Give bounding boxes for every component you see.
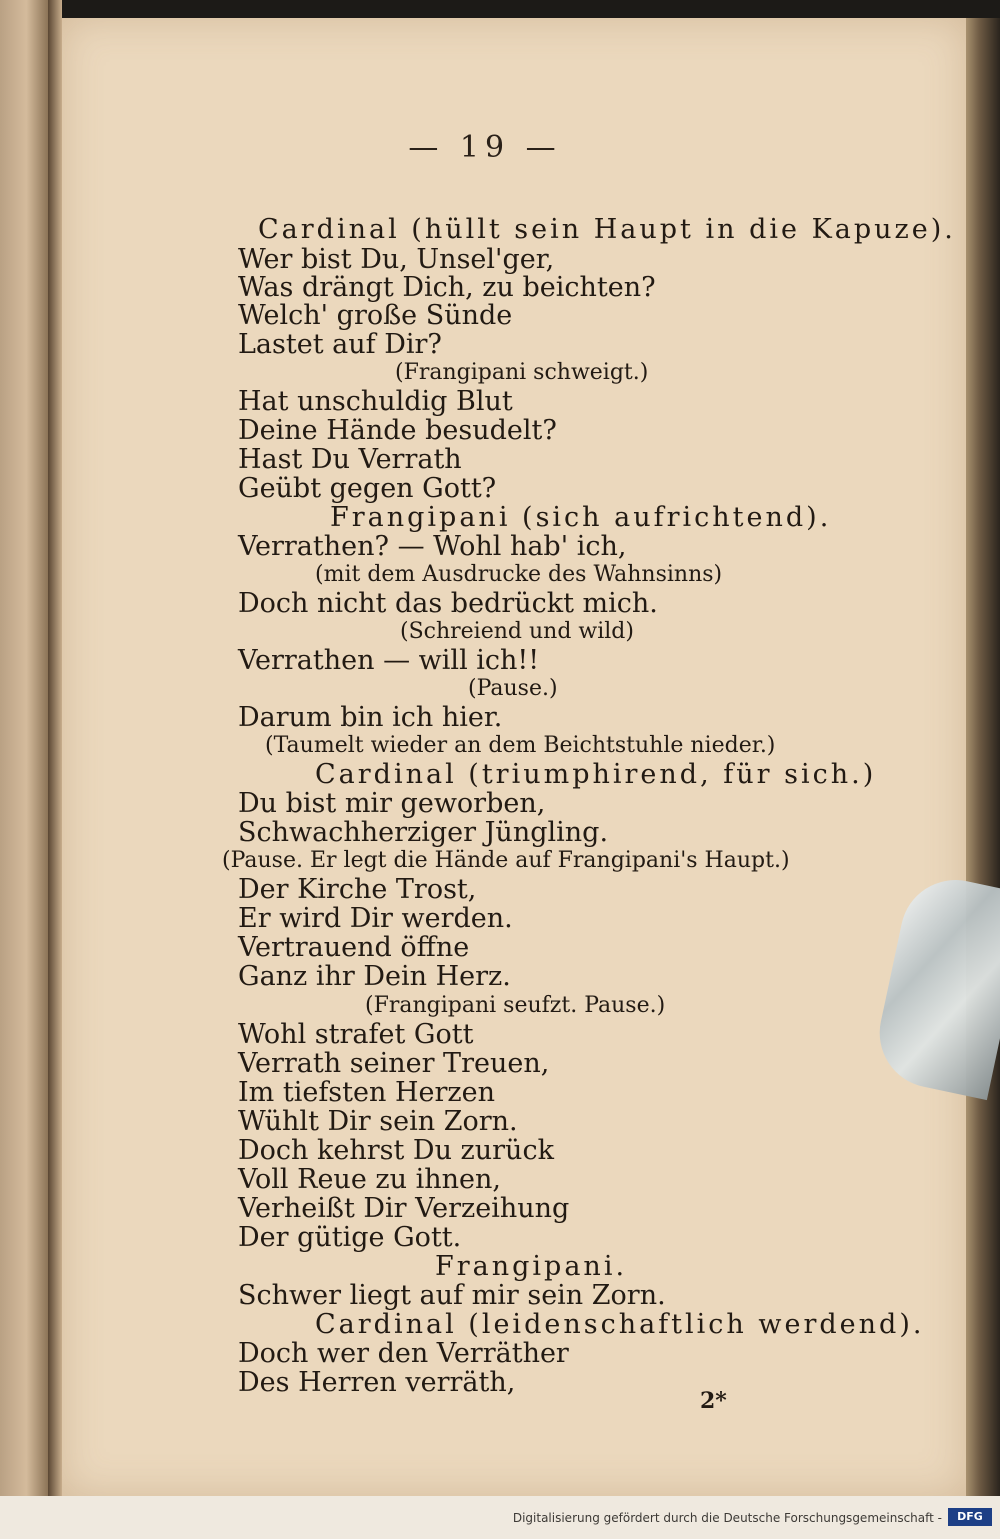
verse-line: Im tiefsten Herzen [238, 1077, 495, 1108]
verse-line: Ganz ihr Dein Herz. [238, 961, 511, 992]
speaker-line: Frangipani. [435, 1251, 628, 1282]
verse-line: Hast Du Verrath [238, 444, 462, 475]
verse-line: Schwachherziger Jüngling. [238, 817, 609, 848]
verse-line: Wer bist Du, Unsel'ger, [238, 244, 555, 275]
book-gutter [48, 0, 62, 1539]
speaker-line: Frangipani (sich aufrichtend). [330, 502, 832, 533]
verse-line: Vertrauend öffne [238, 932, 470, 963]
verse-line: Wohl strafet Gott [238, 1019, 474, 1050]
verse-line: Der gütige Gott. [238, 1222, 462, 1253]
stage-direction: (Pause.) [468, 676, 558, 701]
dfg-logo: DFG [948, 1508, 992, 1526]
verse-line: Darum bin ich hier. [238, 702, 503, 733]
speaker-line: Cardinal (leidenschaftlich werdend). [315, 1309, 925, 1340]
facing-page-edge [0, 0, 48, 1539]
verse-line: Verheißt Dir Verzeihung [238, 1193, 570, 1224]
stage-direction: (mit dem Ausdrucke des Wahnsinns) [315, 562, 723, 587]
verse-line: Verrathen — will ich!! [238, 645, 540, 676]
stage-direction: (Pause. Er legt die Hände auf Frangipani's Haupt.) [222, 848, 790, 873]
speaker-line: Cardinal (triumphirend, für sich.) [315, 759, 877, 790]
stage-direction: (Frangipani schweigt.) [395, 360, 649, 385]
page-number: — 19 — [408, 130, 562, 165]
verse-line: Schwer liegt auf mir sein Zorn. [238, 1280, 666, 1311]
funding-credit: Digitalisierung gefördert durch die Deutsche Forschungsgemeinschaft - [512, 1511, 942, 1525]
verse-line: Voll Reue zu ihnen, [238, 1164, 501, 1195]
verse-line: Doch wer den Verräther [238, 1338, 569, 1369]
stage-direction: (Frangipani seufzt. Pause.) [365, 993, 666, 1018]
verse-line: Verrath seiner Treuen, [238, 1048, 550, 1079]
verse-line: Er wird Dir werden. [238, 903, 513, 934]
verse-line: Doch nicht das bedrückt mich. [238, 588, 658, 619]
verse-line: Verrathen? — Wohl hab' ich, [238, 531, 627, 562]
verse-line: Doch kehrst Du zurück [238, 1135, 554, 1166]
verse-line: Lastet auf Dir? [238, 329, 442, 360]
verse-line: Hat unschuldig Blut [238, 386, 513, 417]
verse-line: Der Kirche Trost, [238, 874, 477, 905]
speaker-line: Cardinal (hüllt sein Haupt in die Kapuze). [258, 214, 956, 245]
signature-mark: 2* [700, 1388, 727, 1414]
stage-direction: (Schreiend und wild) [400, 619, 634, 644]
verse-line: Du bist mir geworben, [238, 788, 546, 819]
page-edge-right [966, 18, 1000, 1496]
verse-line: Des Herren verräth, [238, 1367, 516, 1398]
verse-line: Was drängt Dich, zu beichten? [238, 272, 656, 303]
verse-line: Wühlt Dir sein Zorn. [238, 1106, 518, 1137]
verse-line: Deine Hände besudelt? [238, 415, 557, 446]
stage-direction: (Taumelt wieder an dem Beichtstuhle nieder.) [265, 733, 776, 758]
verse-line: Geübt gegen Gott? [238, 473, 497, 504]
verse-line: Welch' große Sünde [238, 300, 513, 331]
